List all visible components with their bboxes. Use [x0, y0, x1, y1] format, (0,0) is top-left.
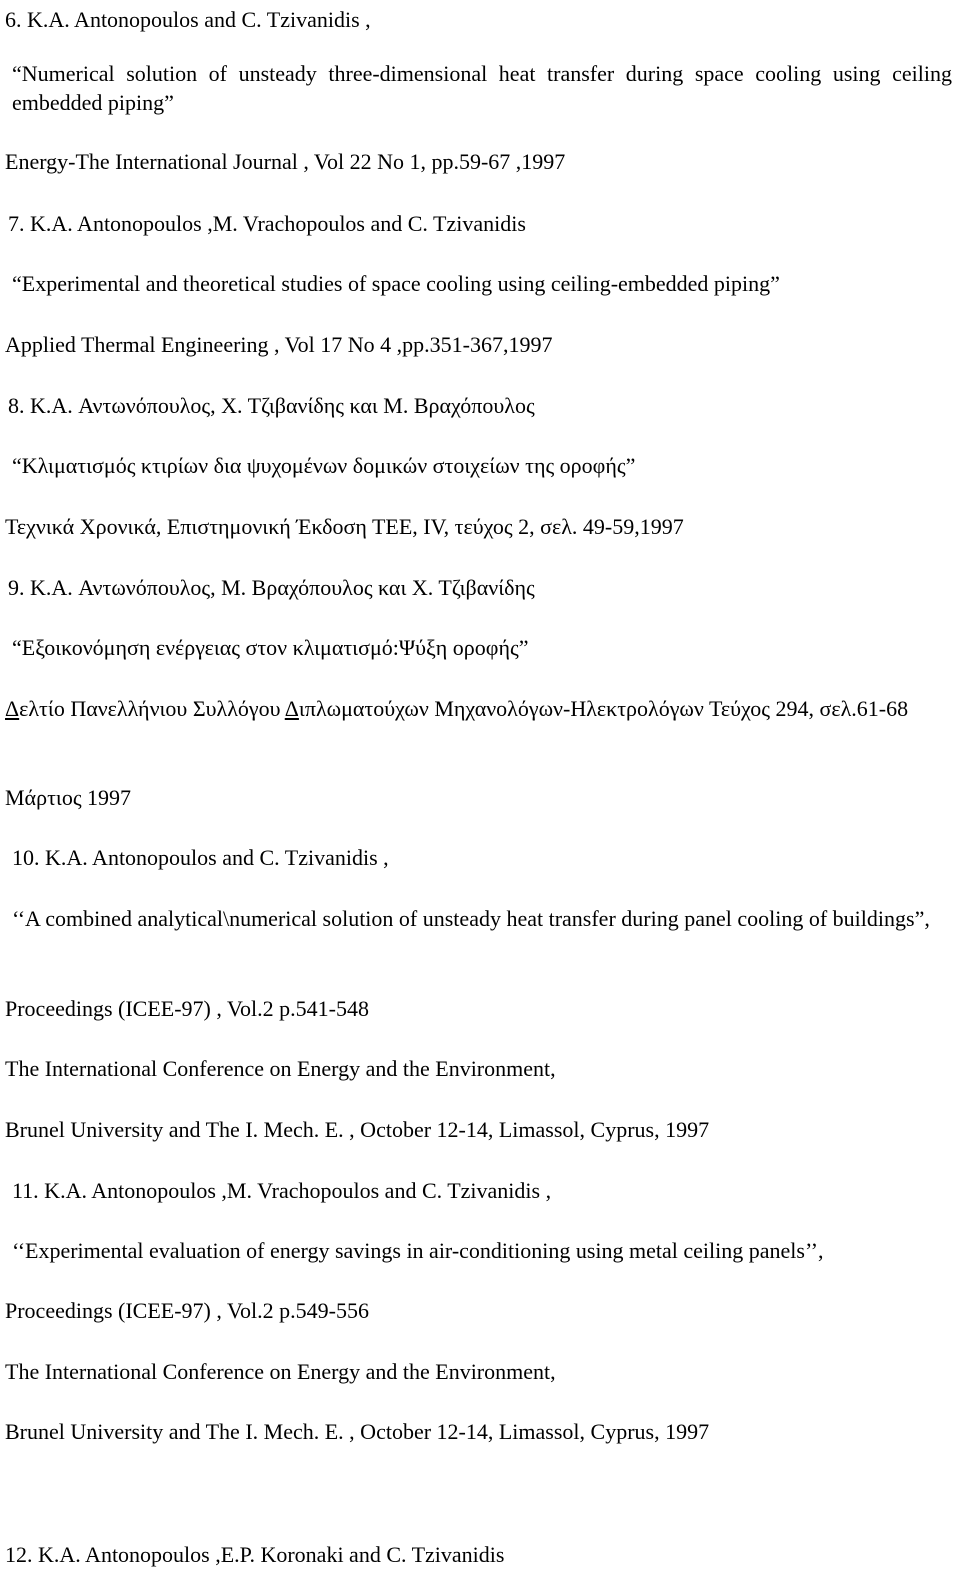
- reference-12-authors: 12. K.A. Antonopoulos ,E.P. Koronaki and C. Tzivanidis: [5, 1542, 505, 1567]
- reference-9-title: “Εξοικονόμηση ενέργειας στον κλιματισμό:Ψύξη οροφής”: [12, 635, 529, 660]
- reference-10-conference: The International Conference on Energy and the Environment,: [5, 1056, 556, 1081]
- reference-9-source-initial-1: Δ: [5, 696, 20, 721]
- reference-10-title: ‘‘A combined analytical\numerical solution of unsteady heat transfer during panel cooling of buildings”,: [12, 906, 930, 931]
- reference-10-venue: Brunel University and The I. Mech. E. , October 12-14, Limassol, Cyprus, 1997: [5, 1117, 710, 1142]
- reference-11-proceedings: Proceedings (ICEE-97) , Vol.2 p.549-556: [5, 1298, 369, 1323]
- reference-6-title: “Numerical solution of unsteady three-dimensional heat transfer during space cooling using ceiling embedded piping”: [12, 61, 952, 115]
- reference-11-authors: 11. K.A. Antonopoulos ,M. Vrachopoulos and C. Tzivanidis ,: [12, 1178, 552, 1203]
- reference-11-conference: The International Conference on Energy and the Environment,: [5, 1359, 556, 1384]
- reference-11-venue: Brunel University and The I. Mech. E. , October 12-14, Limassol, Cyprus, 1997: [5, 1419, 710, 1444]
- reference-11-title: ‘‘Experimental evaluation of energy savings in air-conditioning using metal ceiling panels’’,: [12, 1238, 824, 1263]
- reference-7-source: Applied Thermal Engineering , Vol 17 No 4 ,pp.351-367,1997: [5, 332, 553, 357]
- reference-10-authors: 10. K.A. Antonopoulos and C. Tzivanidis ,: [12, 845, 389, 870]
- reference-9-source-text-2: ιπλωματούχων Μηχανολόγων-Ηλεκτρολόγων Τεύχος 294, σελ.61-68: [298, 696, 909, 721]
- reference-8-authors: 8. K.A. Αντωνόπουλος, Χ. Τζιβανίδης και Μ. Βραχόπουλος: [8, 393, 535, 418]
- reference-9-date: Μάρτιος 1997: [5, 785, 132, 810]
- reference-6-authors: 6. K.A. Antonopoulos and C. Tzivanidis ,: [5, 7, 371, 32]
- reference-6-source: Energy-The International Journal , Vol 22 No 1, pp.59-67 ,1997: [5, 149, 566, 174]
- reference-8-source: Τεχνικά Χρονικά, Επιστημονική Έκδοση ΤΕΕ, IV, τεύχος 2, σελ. 49-59,1997: [5, 514, 684, 539]
- reference-9-source-text-1: ελτίο Πανελλήνιου Συλλόγου: [19, 696, 285, 721]
- reference-7-authors: 7. K.A. Antonopoulos ,M. Vrachopoulos and C. Tzivanidis: [8, 211, 526, 236]
- reference-9-source: [5, 694, 952, 723]
- reference-8-title: “Κλιματισμός κτιρίων δια ψυχομένων δομικών στοιχείων της οροφής”: [12, 453, 636, 478]
- reference-9-source-initial-2: Δ: [284, 696, 299, 721]
- reference-9-authors: 9. K.A. Αντωνόπουλος, Μ. Βραχόπουλος και Χ. Τζιβανίδης: [8, 575, 535, 600]
- reference-10-proceedings: Proceedings (ICEE-97) , Vol.2 p.541-548: [5, 996, 369, 1021]
- reference-7-title: “Experimental and theoretical studies of space cooling using ceiling-embedded piping”: [12, 271, 780, 296]
